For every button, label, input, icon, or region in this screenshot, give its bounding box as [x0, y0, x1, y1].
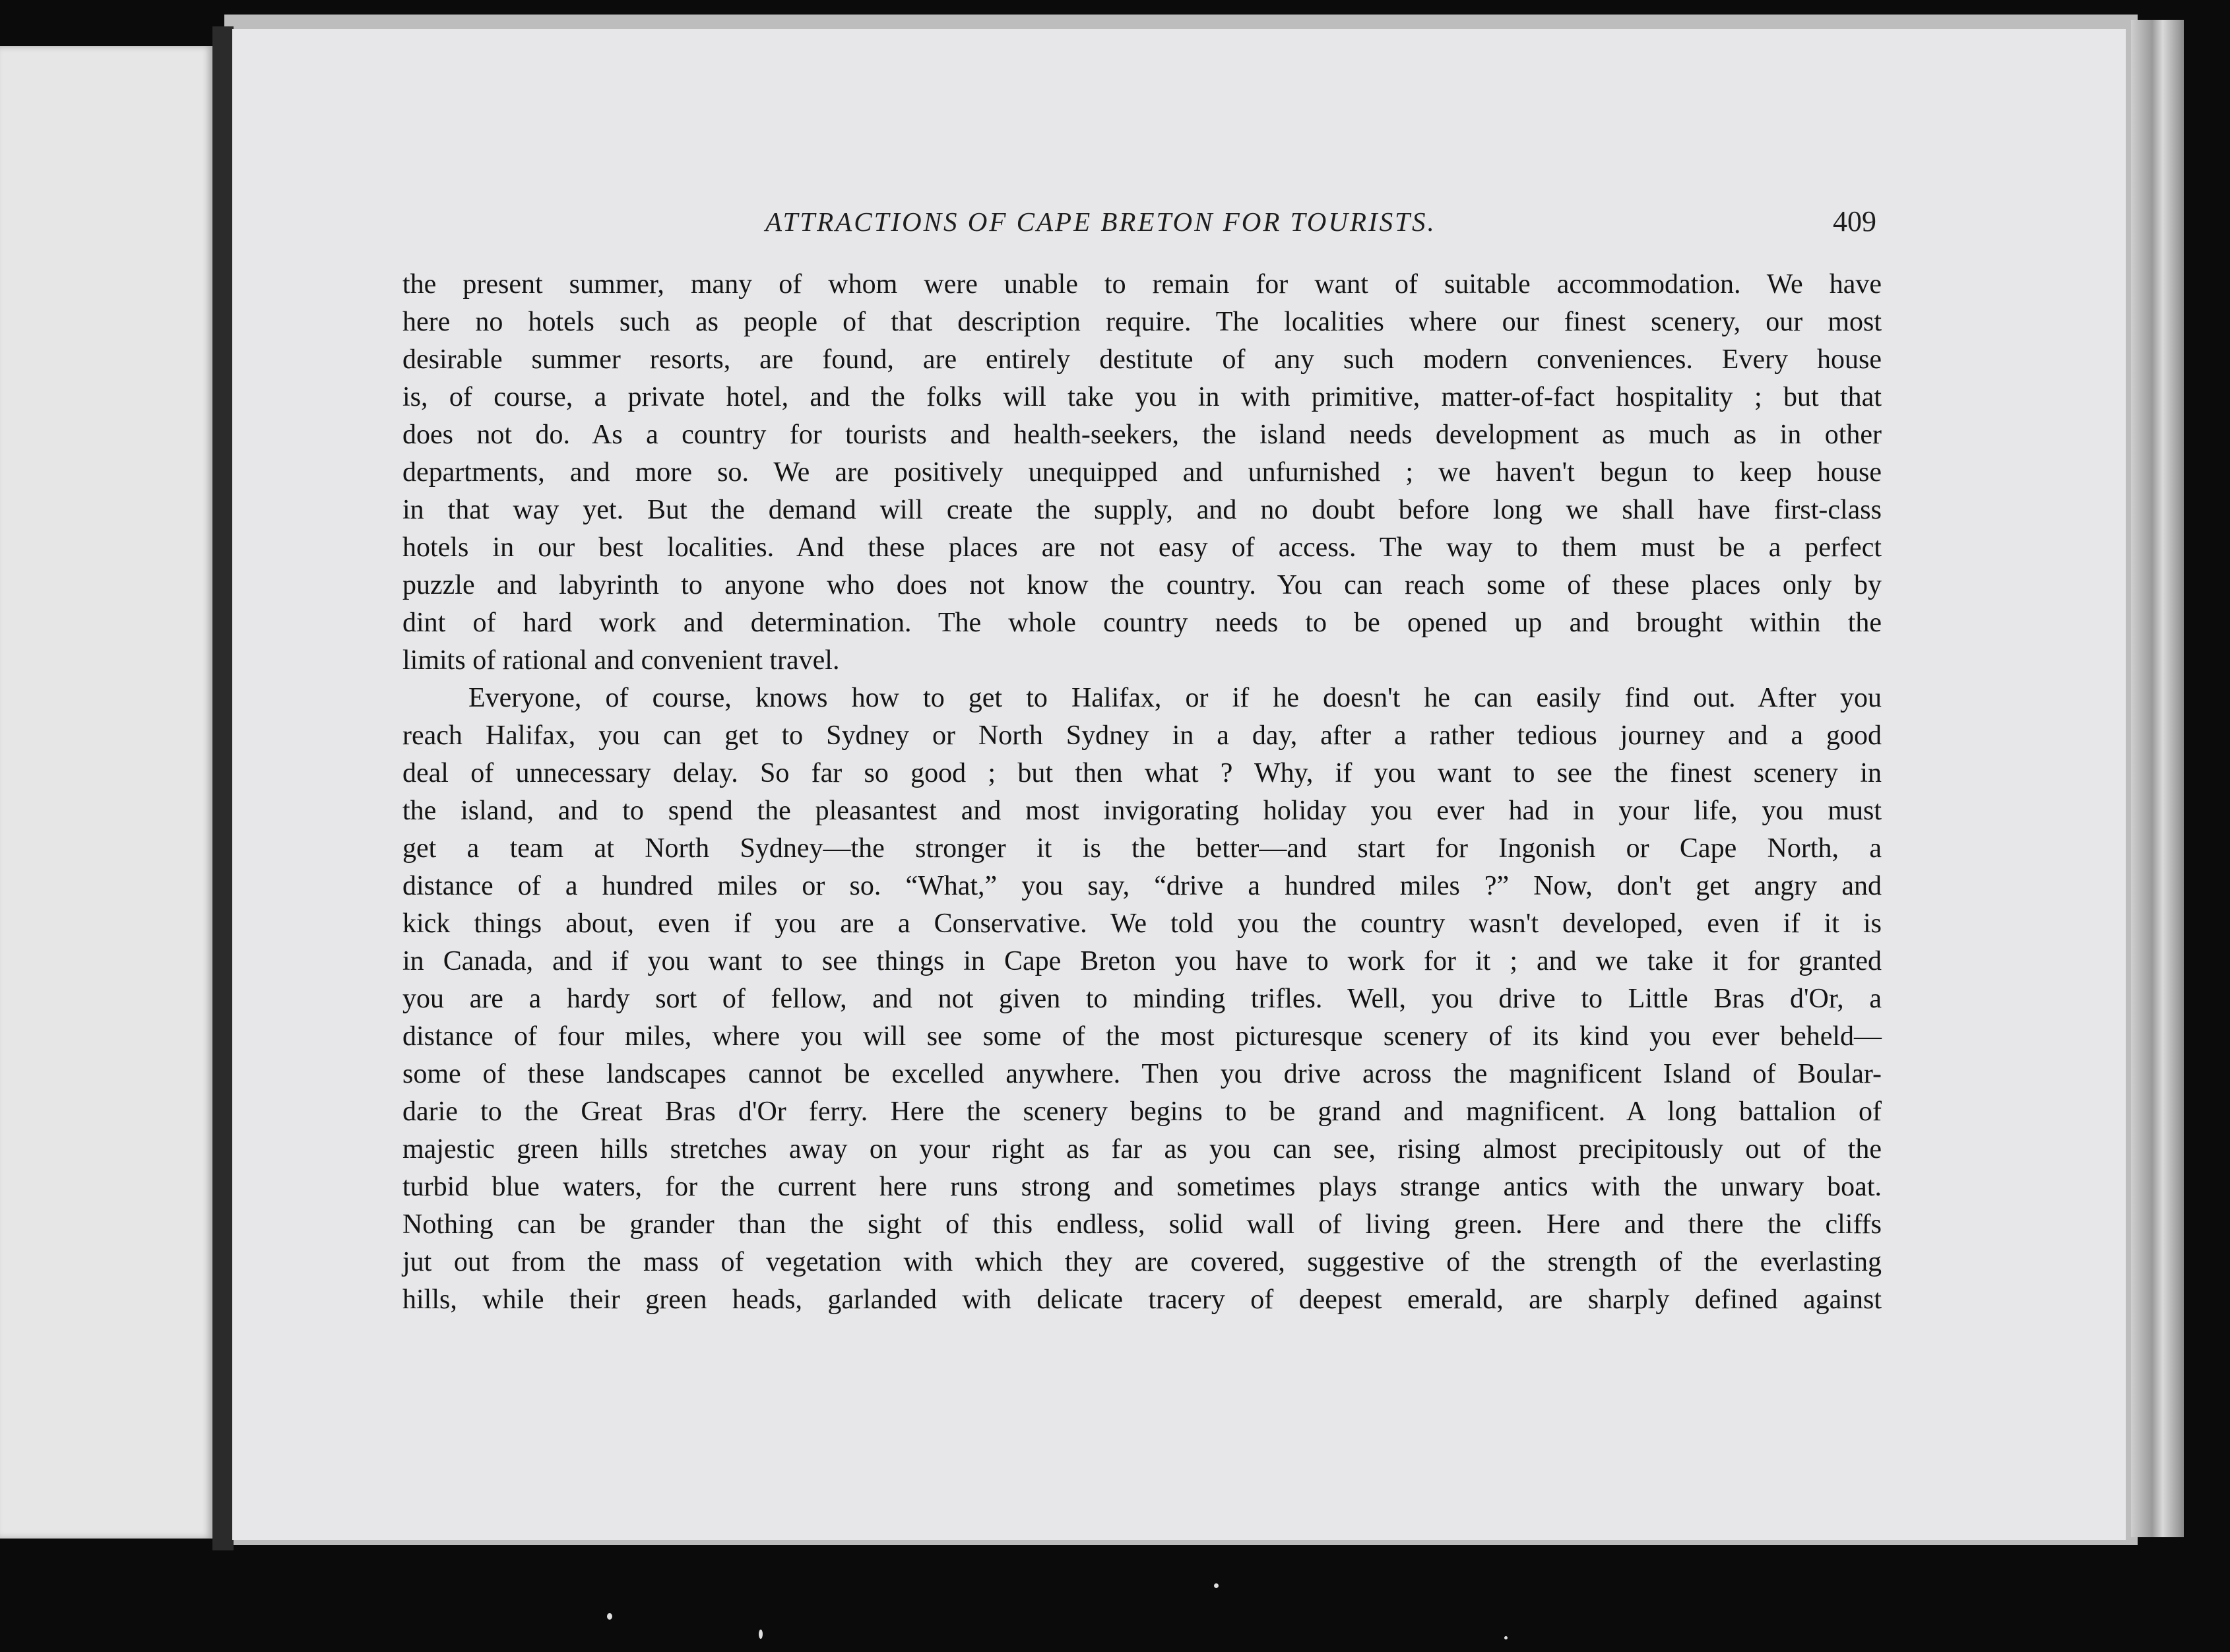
text-line: the island, and to spend the pleasantest and most invigorating holiday you ever had in your life, you must — [402, 796, 1882, 826]
text-line: deal of unnecessary delay. So far so good ; but then what ? Why, if you want to see the finest scenery in — [402, 758, 1882, 788]
text-line: hotels in our best localities. And these places are not easy of access. The way to them must be a perfect — [402, 532, 1882, 563]
text-line: here no hotels such as people of that description require. The localities where our finest scenery, our most — [402, 307, 1882, 337]
dust-speck — [607, 1613, 612, 1620]
dust-speck — [1214, 1583, 1219, 1588]
text-line: turbid blue waters, for the current here runs strong and sometimes plays strange antics with the unwary boat. — [402, 1172, 1882, 1202]
left-page — [0, 46, 212, 1539]
dust-speck — [1504, 1636, 1508, 1639]
paragraph-1 — [402, 266, 1882, 680]
text-line: get a team at North Sydney—the stronger it is the better—and start for Ingonish or Cape North, a — [402, 833, 1882, 864]
text-line: distance of a hundred miles or so. “What,” you say, “drive a hundred miles ?” Now, don't get angry and — [402, 871, 1882, 901]
paragraph-2 — [402, 680, 1882, 1319]
page-number: 409 — [1833, 205, 1876, 238]
text-line: darie to the Great Bras d'Or ferry. Here the scenery begins to be grand and magnificent. A long battalion of — [402, 1096, 1882, 1127]
text-line: some of these landscapes cannot be excelled anywhere. Then you drive across the magnificent Island of Boular- — [402, 1059, 1882, 1089]
text-line: limits of rational and convenient travel. — [402, 645, 840, 676]
text-line: in that way yet. But the demand will create the supply, and no doubt before long we shall have first-class — [402, 495, 1882, 525]
dust-speck — [759, 1630, 763, 1639]
text-line: the present summer, many of whom were unable to remain for want of suitable accommodation. We have — [402, 269, 1882, 300]
text-line: distance of four miles, where you will see some of the most picturesque scenery of its kind you ever beheld— — [402, 1021, 1882, 1052]
text-line: hills, while their green heads, garlanded with delicate tracery of deepest emerald, are sharply defined against — [402, 1285, 1882, 1315]
text-line: you are a hardy sort of fellow, and not given to minding trifles. Well, you drive to Little Bras d'Or, a — [402, 984, 1882, 1014]
text-line: desirable summer resorts, are found, are entirely destitute of any such modern conveniences. Every house — [402, 344, 1882, 375]
text-line: reach Halifax, you can get to Sydney or North Sydney in a day, after a rather tedious journey and a good — [402, 720, 1882, 751]
text-line: jut out from the mass of vegetation with which they are covered, suggestive of the strength of the everlasting — [402, 1247, 1882, 1277]
text-line: departments, and more so. We are positively unequipped and unfurnished ; we haven't begun to keep house — [402, 457, 1882, 488]
text-line: does not do. As a country for tourists and health-seekers, the island needs development as much as in other — [402, 420, 1882, 450]
body-text — [402, 266, 1882, 1319]
text-line: puzzle and labyrinth to anyone who does not know the country. You can reach some of these places only by — [402, 570, 1882, 600]
text-line: kick things about, even if you are a Conservative. We told you the country wasn't developed, even if it is — [402, 908, 1882, 939]
book-gutter — [212, 26, 234, 1550]
text-line: Everyone, of course, knows how to get to Halifax, or if he doesn't he can easily find out. After you — [468, 683, 1882, 713]
text-line: majestic green hills stretches away on your right as far as you can see, rising almost precipitously out of the — [402, 1134, 1882, 1164]
text-line: Nothing can be grander than the sight of this endless, solid wall of living green. Here and there the cliffs — [402, 1209, 1882, 1240]
text-line: dint of hard work and determination. The whole country needs to be opened up and brought within the — [402, 608, 1882, 638]
text-line: in Canada, and if you want to see things in Cape Breton you have to work for it ; and we take it for granted — [402, 946, 1882, 976]
page-stack-right-edge — [2131, 20, 2184, 1537]
running-title: ATTRACTIONS OF CAPE BRETON FOR TOURISTS. — [765, 206, 1436, 237]
text-line: is, of course, a private hotel, and the folks will take you in with primitive, matter-of-fact hospitality ; but that — [402, 382, 1882, 412]
